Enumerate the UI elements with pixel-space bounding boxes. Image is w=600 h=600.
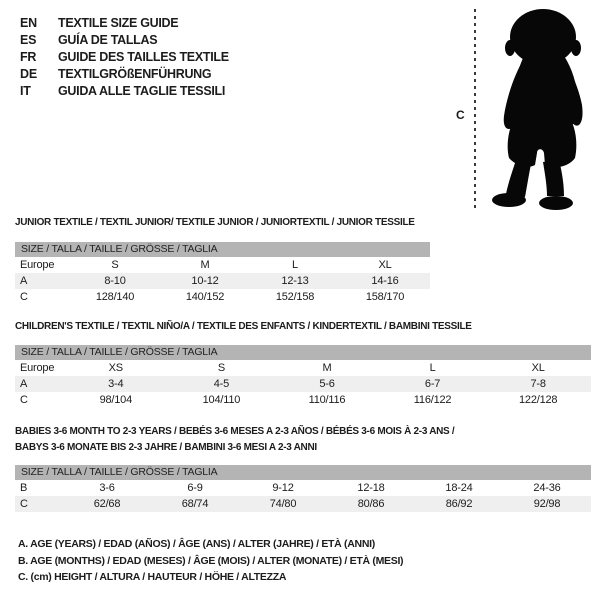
height-cell: 92/98	[533, 498, 561, 510]
table-row	[15, 480, 591, 496]
language-code: IT	[20, 83, 31, 98]
table-row	[15, 392, 591, 408]
row-label: A	[20, 275, 28, 287]
language-title-list	[20, 14, 229, 99]
row-label: A	[20, 378, 28, 390]
size-header-bar: SIZE / TALLA / TAILLE / GRÖSSE / TAGLIA	[15, 465, 591, 480]
language-title: GUIDE DES TAILLES TEXTILE	[58, 49, 229, 64]
table-title-line: BABYS 3-6 MONATE BIS 2-3 JAHRE / BAMBINI 3-6 MESI A 2-3 ANNI	[15, 442, 317, 453]
height-cell: 128/140	[95, 291, 135, 303]
language-title: TEXTILE SIZE GUIDE	[58, 15, 179, 30]
children-size-table	[15, 320, 591, 408]
table-row	[15, 360, 591, 376]
size-header-bar: SIZE / TALLA / TAILLE / GRÖSSE / TAGLIA	[15, 242, 430, 257]
size-cell: M	[200, 259, 210, 271]
row-label: C	[20, 498, 28, 510]
age-cell: 3-4	[108, 378, 124, 390]
height-cell: 110/116	[308, 394, 346, 406]
height-cell: 86/92	[445, 498, 473, 510]
age-cell: 14-16	[371, 275, 399, 287]
legend-line-b: B. AGE (MONTHS) / EDAD (MESES) / ÂGE (MOIS) / ALTER (MONATE) / ETÀ (MESI)	[18, 554, 404, 567]
table-row	[15, 376, 591, 392]
age-cell: 5-6	[319, 378, 335, 390]
height-cell: 152/158	[275, 291, 315, 303]
age-cell: 4-5	[213, 378, 230, 390]
height-cell: 140/152	[185, 291, 225, 303]
age-cell: 6-9	[187, 482, 203, 494]
height-cell: 158/170	[365, 291, 405, 303]
size-cell: XL	[378, 259, 392, 271]
row-label: Europe	[20, 259, 55, 271]
size-cell: XL	[531, 362, 545, 374]
height-measure-dashed-line	[474, 9, 476, 208]
language-title: GUIDA ALLE TAGLIE TESSILI	[58, 83, 226, 98]
language-code: EN	[20, 15, 37, 30]
age-cell: 7-8	[530, 378, 546, 390]
row-label: C	[20, 291, 28, 303]
table-title-line: BABIES 3-6 MONTH TO 2-3 YEARS / BEBÉS 3-6 MESES A 2-3 AÑOS / BÉBÉS 3-6 MOIS À 2-3 ANS /	[15, 426, 455, 437]
size-cell: L	[292, 259, 298, 271]
table-row	[15, 496, 591, 512]
size-cell: S	[217, 362, 225, 374]
list-item	[20, 65, 229, 82]
legend-line-c: C. (cm) HEIGHT / ALTURA / HAUTEUR / HÖHE / ALTEZZA	[18, 571, 287, 583]
language-title: GUÍA DE TALLAS	[58, 32, 158, 47]
height-cell: 80/86	[357, 498, 385, 510]
table-title: JUNIOR TEXTILE / TEXTIL JUNIOR/ TEXTILE JUNIOR / JUNIORTEXTIL / JUNIOR TESSILE	[15, 217, 415, 228]
size-cell: S	[111, 259, 119, 271]
height-cell: 98/104	[99, 394, 133, 406]
age-cell: 12-13	[281, 275, 309, 287]
language-code: ES	[20, 32, 37, 47]
height-cell: 104/110	[202, 394, 241, 406]
list-item	[20, 82, 229, 99]
babies-size-table	[15, 424, 591, 512]
list-item	[20, 31, 229, 48]
height-cell: 68/74	[181, 498, 209, 510]
age-cell: 24-36	[533, 482, 561, 494]
legend-line-a: A. AGE (YEARS) / EDAD (AÑOS) / ÂGE (ANS) / ALTER (JAHRE) / ETÀ (ANNI)	[18, 538, 375, 550]
junior-size-table	[15, 216, 430, 305]
table-title: CHILDREN'S TEXTILE / TEXTIL NIÑO/A / TEXTILE DES ENFANTS / KINDERTEXTIL / BAMBINI TESSILE	[15, 321, 472, 332]
child-silhouette-icon	[482, 6, 594, 212]
list-item	[20, 48, 229, 65]
age-cell: 9-12	[272, 482, 294, 494]
table-row	[15, 289, 430, 305]
language-title: TEXTILGRÖßENFÜHRUNG	[58, 66, 212, 81]
height-cell: 74/80	[269, 498, 297, 510]
language-code: FR	[20, 49, 37, 64]
age-cell: 18-24	[445, 482, 473, 494]
age-cell: 6-7	[424, 378, 441, 390]
height-cell: 116/122	[413, 394, 452, 406]
size-header-bar: SIZE / TALLA / TAILLE / GRÖSSE / TAGLIA	[15, 345, 591, 360]
table-row	[15, 257, 430, 273]
height-cell: 122/128	[518, 394, 558, 406]
size-cell: M	[322, 362, 332, 374]
language-code: DE	[20, 66, 37, 81]
size-cell: L	[429, 362, 436, 374]
row-label: B	[20, 482, 28, 494]
legend-notes	[18, 536, 403, 586]
age-cell: 10-12	[191, 275, 219, 287]
row-label: C	[20, 394, 28, 406]
age-cell: 12-18	[357, 482, 385, 494]
list-item	[20, 14, 229, 31]
size-cell: XS	[108, 362, 123, 374]
height-cell: 62/68	[93, 498, 121, 510]
age-cell: 8-10	[104, 275, 126, 287]
height-marker-label: C	[456, 108, 465, 122]
age-cell: 3-6	[99, 482, 115, 494]
row-label: Europe	[20, 362, 55, 374]
table-title	[15, 424, 591, 456]
table-row	[15, 273, 430, 289]
